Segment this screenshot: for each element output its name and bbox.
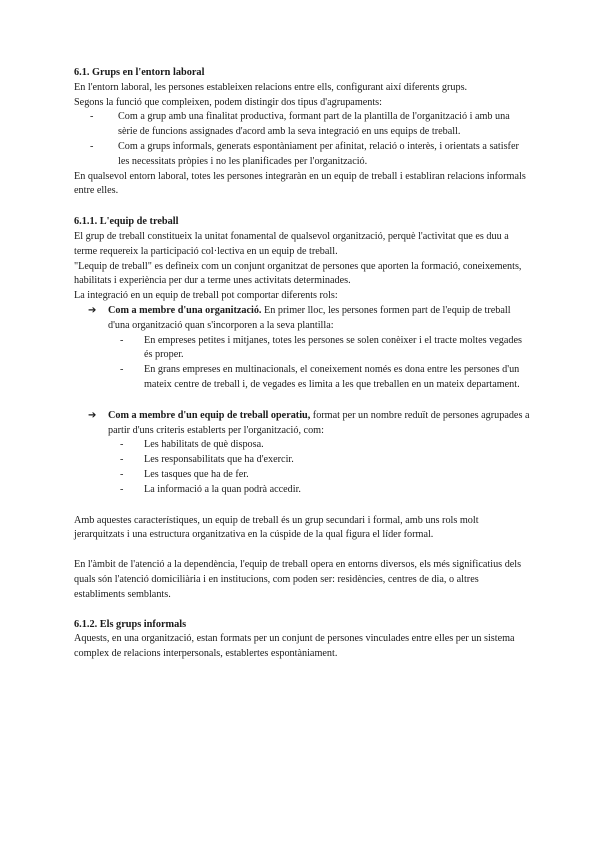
paragraph: En qualsevol entorn laboral, totes les persones integraràn en un equip de treball i establiran relacions informals entre elles. — [74, 170, 526, 197]
section-heading-6-1: 6.1. Grups en l'entorn laboral — [74, 67, 205, 78]
paragraph: El grup de treball constitueix la unitat fonamental de qualsevol organització, perquè l'activitat que es duu a terme requereix la participació col·lectiva en un equip de treball. — [74, 230, 509, 257]
list-item: - Les habilitats de què disposa. — [144, 438, 530, 453]
arrow-right-icon: ➔ — [88, 304, 97, 316]
paragraph: En l'entorn laboral, les persones estableixen relacions entre ells, configurant així diferents grups. — [74, 81, 468, 93]
document-page — [74, 66, 530, 662]
list-item: - La informació a la quan podrà accedir. — [144, 483, 530, 498]
roles-list — [74, 409, 530, 498]
list-item: - En empreses petites i mitjanes, totes les persones se solen conèixer i el tracte moltes vegades és proper. — [144, 334, 530, 364]
dash-list — [108, 334, 530, 393]
arrow-right-icon: ➔ — [88, 409, 97, 421]
role-item — [88, 409, 530, 498]
role-text: En primer lloc, les persones formen part de l'equip de treball d'una organització quan s'incorporen a la seva plantilla: — [108, 304, 511, 331]
paragraph: Amb aquestes característiques, un equip de treball és un grup secundari i formal, amb uns rols molt jerarquitzats i una estructura organitzativa en la cúspide de la qual figura el líder formal. — [74, 514, 479, 541]
paragraph: En l'àmbit de l'atenció a la dependència, l'equip de treball opera en entorns diversos, els més significatius dels quals són l'atenció domiciliària i en institucions, com poden ser: residències, centres de dia, o altres establiments semblants. — [74, 559, 522, 600]
paragraph: "Lequip de treball" es defineix com un conjunt organitzat de persones que aporten la formació, coneixements, habilitats i experiència per dur a terme unes activitats determinades. — [74, 260, 522, 287]
list-item: - Les responsabilitats que ha d'exercir. — [144, 453, 530, 468]
paragraph: Segons la funció que compleixen, podem distingir dos tipus d'agrupaments: — [74, 96, 382, 108]
roles-list — [74, 304, 530, 393]
list-item: - Les tasques que ha de fer. — [144, 468, 530, 483]
dash-list — [108, 438, 530, 497]
paragraph: La integració en un equip de treball pot comportar diferents rols: — [74, 290, 338, 302]
section-heading-6-1-1: 6.1.1. L'equip de treball — [74, 216, 179, 228]
section-heading-6-1-2: 6.1.2. Els grups informals — [74, 618, 187, 630]
list-item: - Com a grups informals, generats espontàniament per afinitat, relació o interès, i orientats a satisfer les necessitats pròpies i no les planificades per l'organització. — [118, 140, 530, 170]
paragraph: Aquests, en una organització, estan formats per un conjunt de persones vinculades entre elles per un sistema complex de relacions interpersonals, establertes espontàniament. — [74, 633, 515, 660]
role-title: Com a membre d'una organització. — [108, 304, 262, 316]
role-text: format per un nombre reduït de persones agrupades a partir d'uns criteris establerts per l'organització, com: — [108, 409, 530, 436]
role-title: Com a membre d'un equip de treball operatiu, — [108, 409, 311, 421]
list-item: - Com a grup amb una finalitat productiva, formant part de la plantilla de l'organització i amb una sèrie de funcions assignades d'acord amb la seva integració en uns equips de treball. — [118, 110, 530, 140]
role-item — [88, 304, 530, 393]
list-item: - En grans empreses en multinacionals, el coneixement només es dona entre les persones d'un mateix centre de treball i, de vegades es limita a les que treballen en un mateix departament. — [144, 363, 530, 393]
dash-list — [74, 110, 530, 169]
